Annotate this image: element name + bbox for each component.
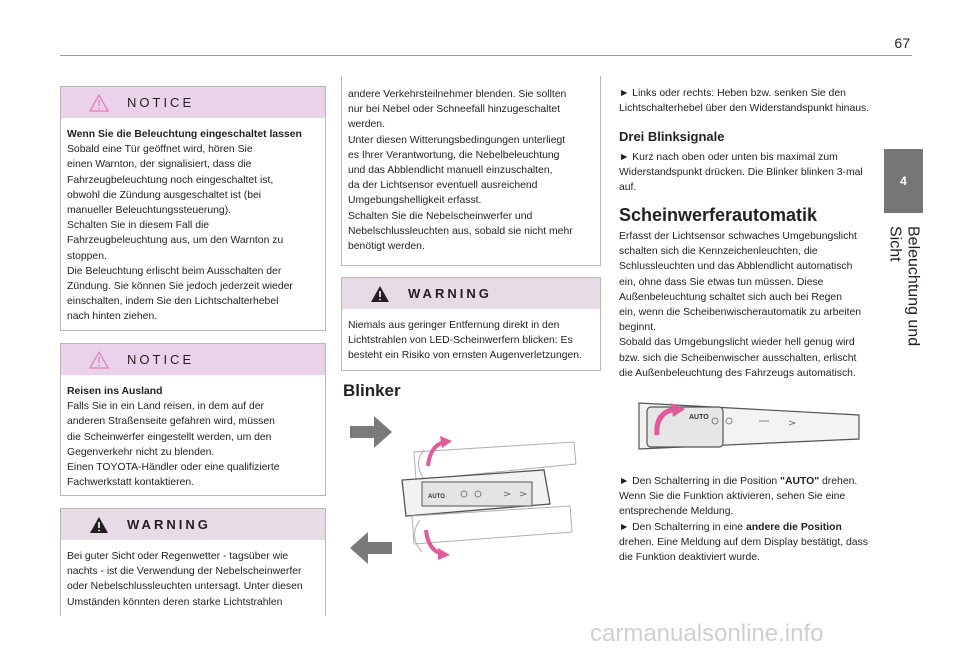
- notice-line: Die Beleuchtung erlischt beim Ausschalten der: [67, 265, 282, 277]
- notice-line: manueller Beleuchtungssteuerung).: [67, 205, 232, 217]
- warning-body: [342, 309, 600, 372]
- notice-line: Falls Sie in ein Land reisen, in dem auf der: [67, 401, 264, 413]
- warning-title: WARNING: [127, 517, 211, 532]
- warning-line: besteht ein Risiko von ernsten Augenverletzungen.: [348, 350, 582, 362]
- notice-body: [61, 375, 325, 498]
- step-text: ► Den Schalterring in eine: [619, 521, 746, 533]
- figure-auto-label: AUTO: [689, 414, 709, 421]
- step-line: die Funktion deaktiviert wurde.: [619, 552, 760, 564]
- step-line: auf.: [619, 182, 637, 194]
- step-line: [619, 474, 881, 489]
- body-line: Schlussleuchten und das Abblendlicht automatisch: [619, 261, 853, 273]
- step-line: Widerstandspunkt drücken. Die Blinker blinken 3-mal: [619, 167, 863, 179]
- notice-title: NOTICE: [127, 352, 195, 367]
- warning-line: nur bei Nebel oder Schneefall hinzugeschaltet: [348, 104, 560, 116]
- warning-line: Bei guter Sicht oder Regenwetter - tagsüber wie: [67, 551, 289, 562]
- body-line: ein, wenn die Scheibenwischerautomatik zu arbeiten: [619, 307, 862, 319]
- continued-warning-body: [342, 76, 600, 262]
- warning-line: Umgebungshelligkeit erfasst.: [348, 195, 482, 207]
- step-text: drehen.: [819, 476, 858, 487]
- step-line: Lichtschalterhebel über den Widerstandspunkt hinaus.: [619, 103, 870, 115]
- notice-box-2: [60, 343, 326, 496]
- body-line: ein, ohne dass Sie etwas tun müssen. Diese: [619, 276, 824, 288]
- warning-line: oder Nebelschlussleuchten untersagt. Unter diesen: [67, 581, 303, 593]
- warning-body: [61, 540, 325, 618]
- warning-triangle-icon: [89, 516, 109, 534]
- step-auto-on: [619, 474, 881, 565]
- step-line: entsprechende Meldung.: [619, 506, 734, 518]
- drei-text: [619, 150, 881, 196]
- body-line: Außenbeleuchtung schaltet sich auch bei Regen: [619, 291, 842, 303]
- step-line: [619, 520, 881, 535]
- warning-line: andere Verkehrsteilnehmer blenden. Sie sollten: [348, 89, 567, 100]
- step-text: ► Den Schalterring in die Position: [619, 476, 781, 487]
- chapter-tab: 4: [884, 149, 923, 213]
- step-emphasis: andere die Position: [745, 521, 842, 533]
- notice-line: einen Warnton, der signalisiert, dass die: [67, 159, 252, 171]
- notice-line: Schalten Sie in diesem Fall die: [67, 220, 210, 232]
- notice-box-1: [60, 86, 326, 331]
- body-line: beginnt.: [619, 322, 656, 334]
- notice-line: stoppen.: [67, 250, 107, 262]
- body-line: schalten sich die Kennzeichenleuchten, die: [619, 246, 818, 258]
- figure-auto-label: AUTO: [428, 494, 445, 500]
- warning-line: benötigt werden.: [348, 241, 425, 253]
- notice-line: anderen Straßenseite gefahren wird, müssen: [67, 416, 275, 428]
- drei-heading: Drei Blinksignale: [619, 129, 725, 144]
- notice-body: [61, 118, 325, 333]
- body-line: Sobald das Umgebungslicht wieder hell genug wird: [619, 337, 855, 349]
- auto-text: [619, 229, 881, 381]
- step-line: drehen. Eine Meldung auf dem Display bestätigt, dass: [619, 536, 868, 548]
- notice-lead: Reisen ins Ausland: [67, 386, 163, 397]
- turn-right-arrow-icon: [350, 416, 392, 448]
- blinker-illustration: [344, 412, 600, 576]
- caution-triangle-icon: [89, 94, 109, 112]
- notice-line: Gegenverkehr nicht zu blenden.: [67, 446, 215, 458]
- turn-up-pink-arrow-icon: [428, 436, 452, 466]
- notice-title: NOTICE: [127, 95, 195, 110]
- warning-line: Nebelschlussleuchten aus, sobald sie nicht mehr: [348, 225, 573, 237]
- turn-down-pink-arrow-icon: [426, 530, 450, 560]
- notice-header: [61, 87, 325, 118]
- page-number: 67: [894, 35, 910, 51]
- chapter-title: Beleuchtung und Sicht: [886, 226, 922, 347]
- auto-heading: Scheinwerferautomatik: [619, 205, 818, 225]
- body-line: Erfasst der Lichtsensor schwaches Umgebungslicht: [619, 231, 857, 242]
- step-line: Wenn Sie die Funktion aktivieren, sehen Sie eine: [619, 491, 846, 503]
- warning-box-1: [60, 508, 326, 616]
- body-line: bzw. sich die Scheibenwischer ausschalten, erlischt: [619, 352, 857, 364]
- warning-line: es Ihrer Verantwortung, die Nebelbeleuchtung: [348, 149, 560, 161]
- warning-line: werden.: [348, 119, 385, 131]
- warning-triangle-icon: [370, 285, 390, 303]
- step-line: ► Links oder rechts: Heben bzw. senken Sie den: [619, 88, 846, 99]
- warning-line: nachts - ist die Verwendung der Nebelscheinwerfer: [67, 566, 302, 578]
- notice-line: Einen TOYOTA-Händler oder eine qualifizierte: [67, 462, 280, 474]
- intro-step: [619, 86, 881, 116]
- blinker-heading: Blinker: [343, 381, 401, 400]
- notice-line: nach hinten ziehen.: [67, 311, 158, 323]
- warning-line: Schalten Sie die Nebelscheinwerfer und: [348, 210, 533, 222]
- warning-line: und das Abblendlicht manuell einzuschalten,: [348, 165, 553, 177]
- top-rule: [60, 55, 912, 56]
- notice-line: Fahrzeugbeleuchtung aus, um den Warnton zu: [67, 235, 284, 247]
- warning-box-2: [341, 277, 601, 371]
- notice-header: [61, 344, 325, 375]
- notice-line: Zündung. Sie können Sie jedoch jederzeit wieder: [67, 281, 293, 293]
- continued-warning-box: [341, 76, 601, 266]
- step-line: ► Kurz nach oben oder unten bis maximal zum: [619, 152, 838, 163]
- warning-title: WARNING: [408, 286, 492, 301]
- body-line: die Außenbeleuchtung des Fahrzeugs automatisch.: [619, 367, 856, 379]
- notice-line: die Scheinwerfer eingestellt werden, um den: [67, 431, 272, 443]
- notice-line: obwohl die Zündung ausgeschaltet ist (bei: [67, 189, 262, 201]
- step-emphasis: "AUTO": [780, 476, 820, 487]
- notice-line: einschalten, indem Sie den Lichtschalterhebel: [67, 296, 279, 308]
- auto-switch-illustration: [619, 395, 875, 463]
- caution-triangle-icon: [89, 351, 109, 369]
- warning-line: Lichtstrahlen von LED-Scheinwerfern blicken: Es: [348, 335, 573, 347]
- warning-header: [342, 278, 600, 309]
- warning-header: [61, 509, 325, 540]
- warning-line: Umständen könnten deren starke Lichtstrahlen: [67, 596, 283, 608]
- notice-lead: Wenn Sie die Beleuchtung eingeschaltet lassen: [67, 129, 302, 140]
- turn-left-arrow-icon: [350, 532, 392, 564]
- notice-line: Sobald eine Tür geöffnet wird, hören Sie: [67, 144, 253, 156]
- warning-line: da der Lichtsensor eventuell ausreichend: [348, 180, 538, 192]
- notice-line: Fachwerkstatt kontaktieren.: [67, 477, 195, 489]
- notice-line: Fahrzeugbeleuchtung noch eingeschaltet ist,: [67, 174, 274, 186]
- warning-line: Niemals aus geringer Entfernung direkt in den: [348, 320, 560, 331]
- watermark: carmanualsonline.info: [590, 620, 824, 647]
- warning-line: Unter diesen Witterungsbedingungen unterliegt: [348, 134, 566, 146]
